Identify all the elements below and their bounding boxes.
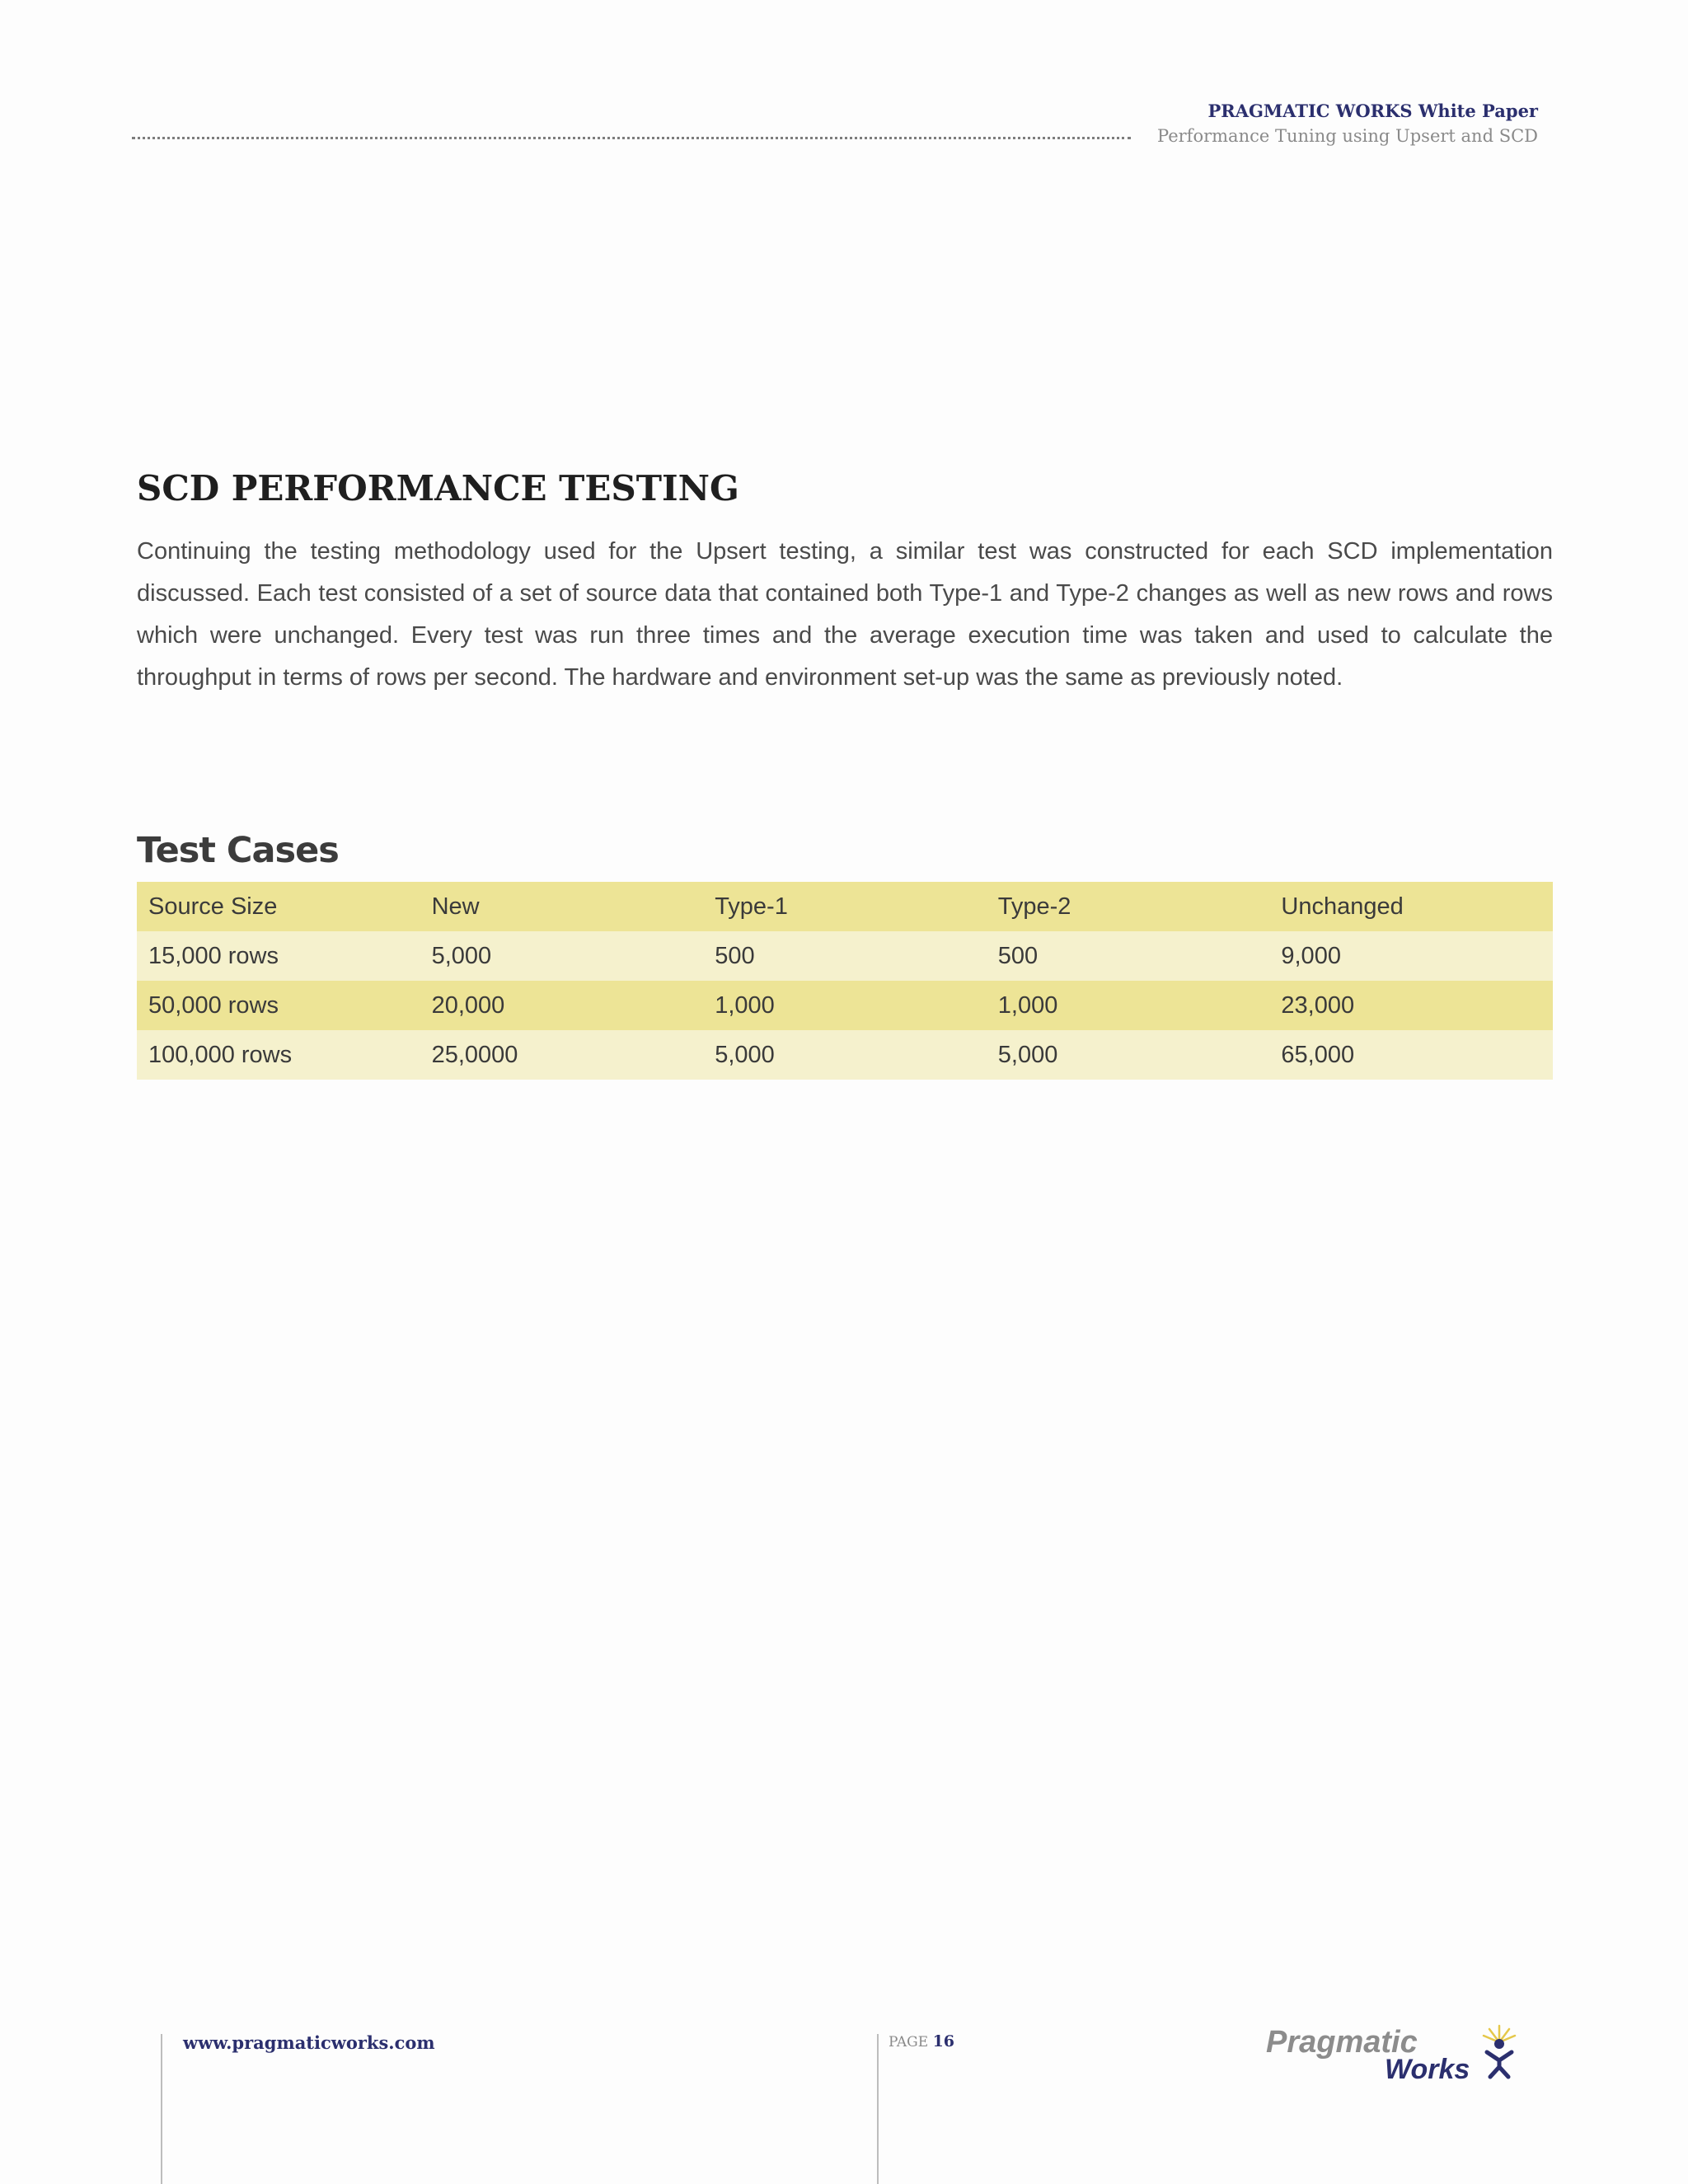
column-header: Unchanged xyxy=(1269,882,1553,931)
page-body xyxy=(137,462,1553,1068)
footer-rule-middle xyxy=(877,2034,879,2184)
table-cell: 1,000 xyxy=(703,981,987,1030)
page-number-value: 16 xyxy=(932,2032,955,2050)
column-header: Type-2 xyxy=(987,882,1270,931)
header-subtitle: Performance Tuning using Upsert and SCD xyxy=(1157,126,1538,146)
table-cell: 25,0000 xyxy=(420,1030,704,1080)
table-cell: 5,000 xyxy=(703,1030,987,1080)
table-row xyxy=(137,981,1553,1030)
column-header: New xyxy=(420,882,704,931)
table-cell: 23,000 xyxy=(1269,981,1553,1030)
logo-word-pragmatic: Pragmatic xyxy=(1266,2025,1418,2060)
section-title: SCD PERFORMANCE TESTING xyxy=(137,468,739,509)
section-paragraph: Continuing the testing methodology used for the Upsert testing, a similar test was constructed for each SCD implementation discussed. Each test consisted of a set of source data that contained both Type-1 and Type-2 changes as well as new rows and rows which were unchanged. Every test was run three times and the average execution time was taken and used to calculate the throughput in terms of rows per second. The hardware and environment set-up was the same as previously noted. xyxy=(137,538,1553,691)
table-cell: 50,000 rows xyxy=(137,981,420,1030)
table-cell: 20,000 xyxy=(420,981,704,1030)
table-cell: 5,000 xyxy=(987,1030,1270,1080)
running-header xyxy=(1157,99,1538,148)
test-cases-title: Test Cases xyxy=(137,830,339,871)
pragmatic-works-logo xyxy=(1266,2024,1522,2082)
table-cell: 9,000 xyxy=(1269,931,1553,981)
table-row xyxy=(137,931,1553,981)
test-cases-table xyxy=(137,882,1553,1080)
header-divider xyxy=(132,137,1131,139)
table-cell: 500 xyxy=(987,931,1270,981)
column-header: Type-1 xyxy=(703,882,987,931)
page-label: PAGE xyxy=(889,2034,929,2050)
header-brand: PRAGMATIC WORKS White Paper xyxy=(1207,101,1538,121)
page-number xyxy=(889,2032,954,2050)
table-cell: 100,000 rows xyxy=(137,1030,420,1080)
footer-url[interactable]: www.pragmaticworks.com xyxy=(183,2032,435,2053)
table-cell: 65,000 xyxy=(1269,1030,1553,1080)
table-cell: 15,000 rows xyxy=(137,931,420,981)
table-row xyxy=(137,1030,1553,1080)
column-header: Source Size xyxy=(137,882,420,931)
table-cell: 5,000 xyxy=(420,931,704,981)
footer-rule-left xyxy=(161,2034,162,2184)
logo-word-works: Works xyxy=(1385,2054,1470,2082)
table-cell: 1,000 xyxy=(987,981,1270,1030)
table-header-row xyxy=(137,882,1553,931)
table-cell: 500 xyxy=(703,931,987,981)
